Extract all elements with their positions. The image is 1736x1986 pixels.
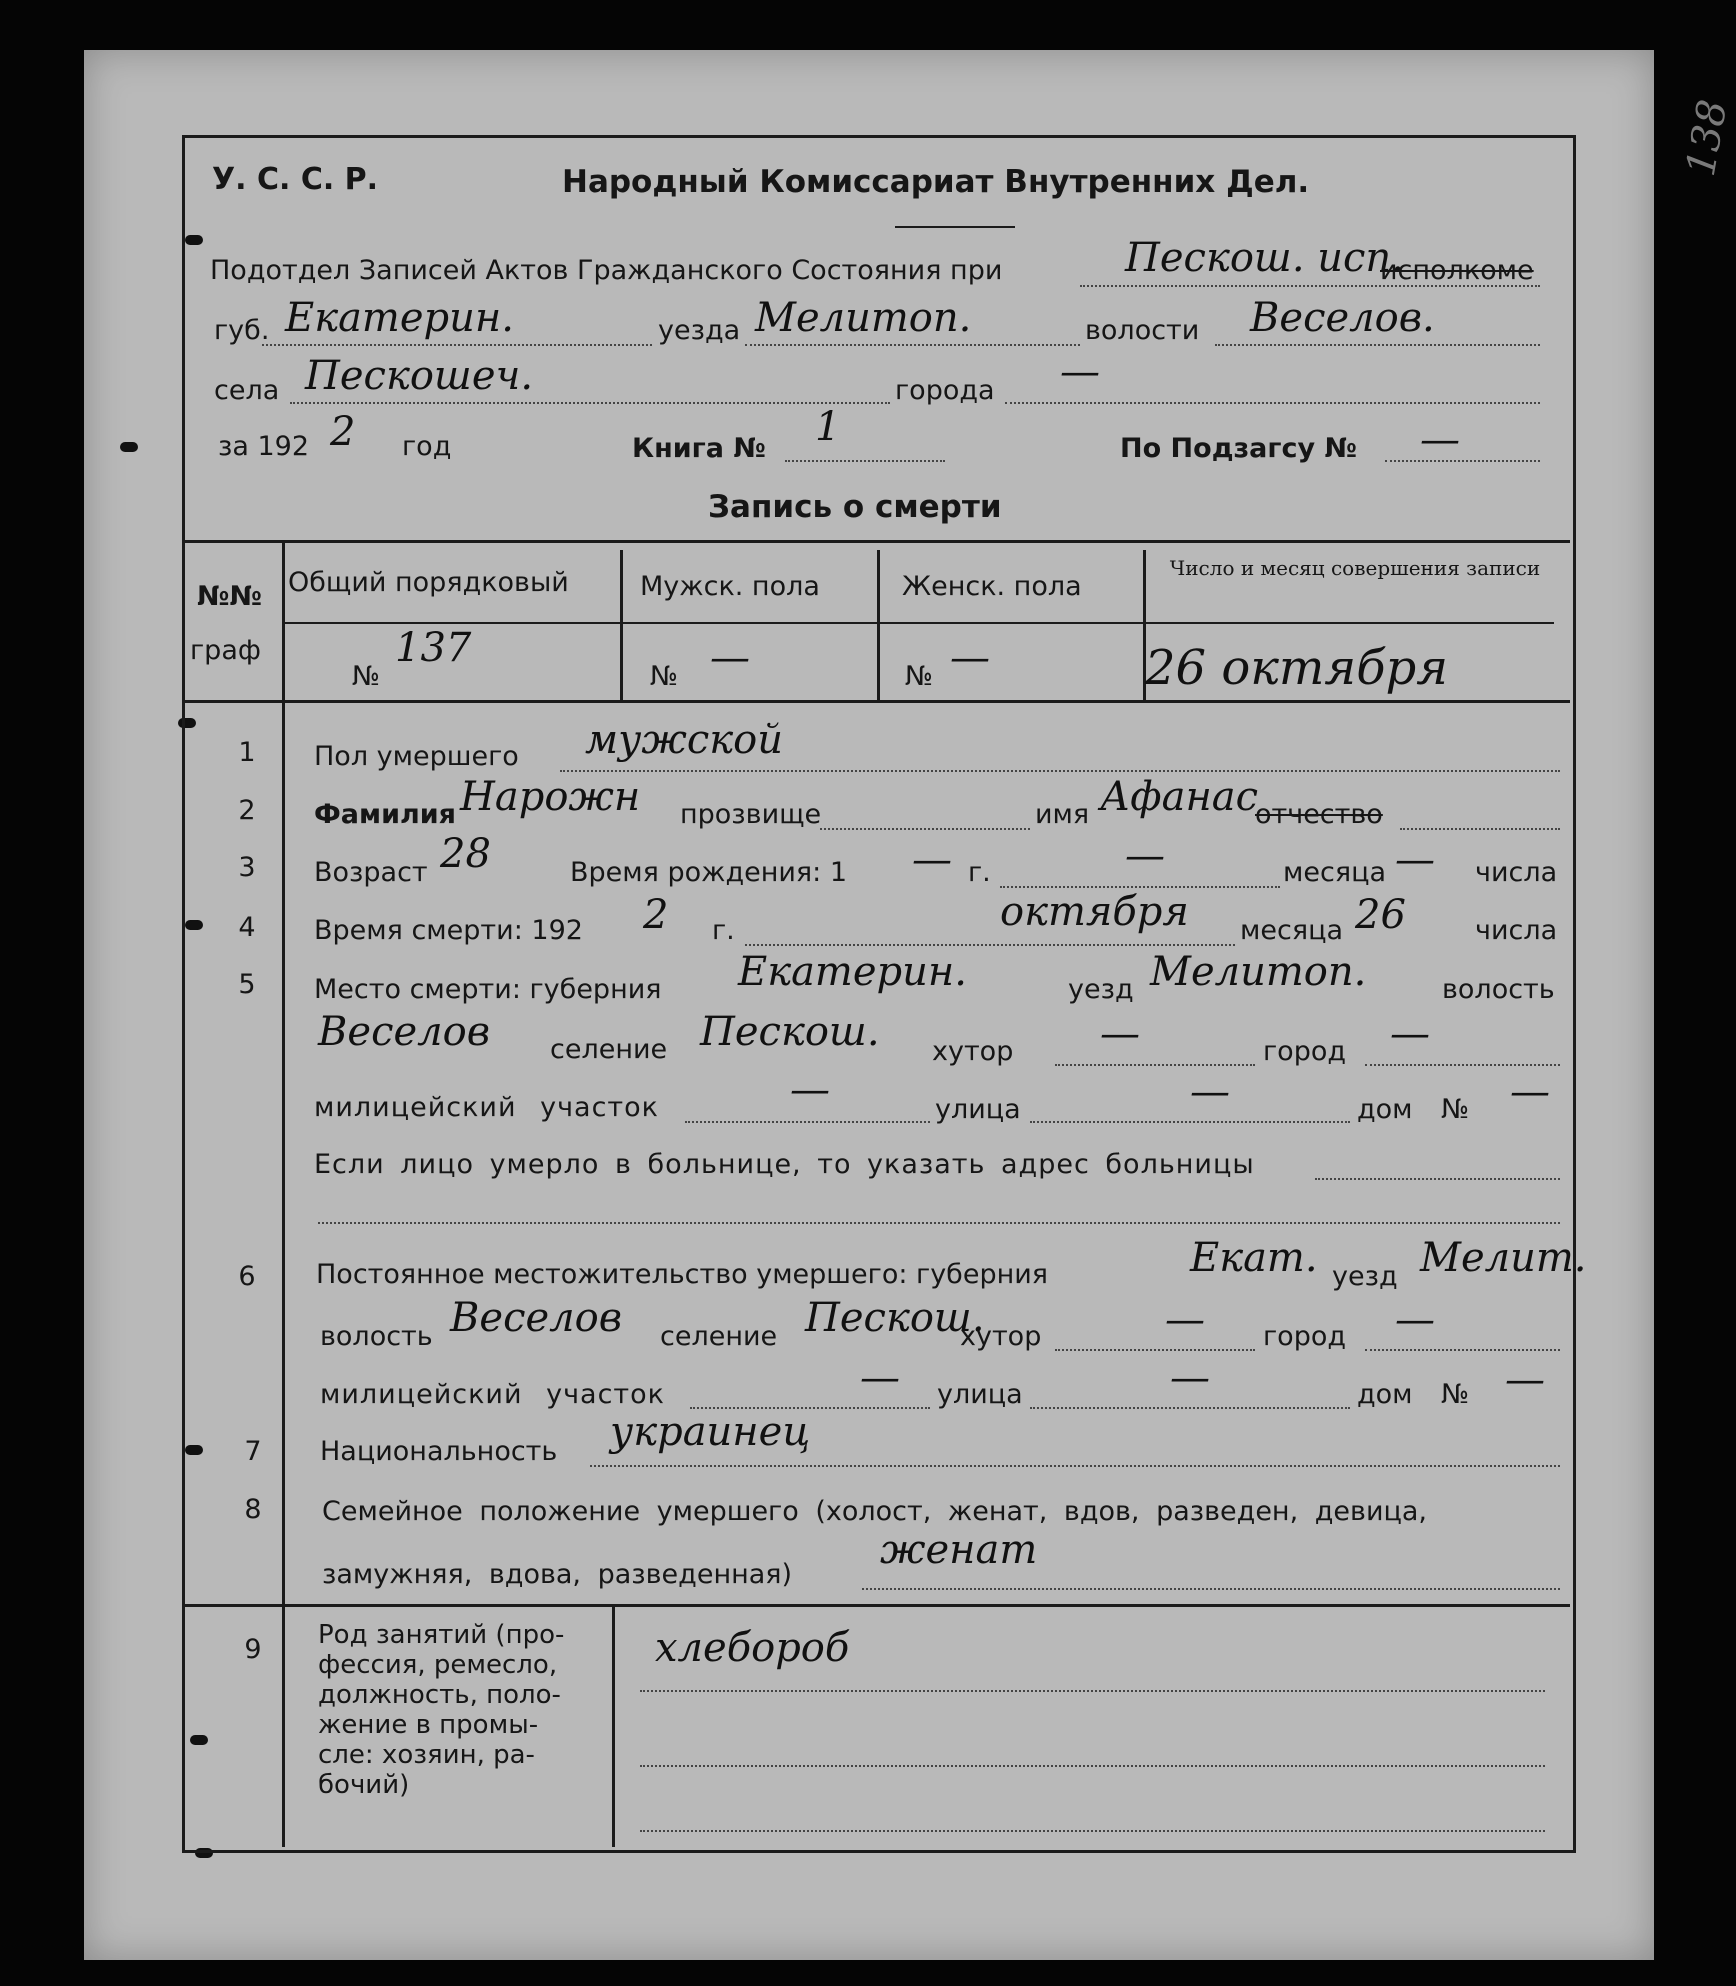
residence-uezd-label: уезд	[1332, 1261, 1398, 1292]
nickname-line	[820, 828, 1030, 830]
patronymic-line	[1400, 828, 1560, 830]
residence-street-line	[1030, 1407, 1350, 1409]
death-uezd-value: Мелитоп.	[1150, 949, 1367, 995]
volost-line	[1215, 344, 1540, 346]
death-militia-value: —	[790, 1067, 830, 1113]
death-house-label: дом №	[1357, 1094, 1470, 1125]
gub-line	[262, 344, 652, 346]
death-month-label: месяца	[1240, 915, 1343, 946]
title-divider	[895, 226, 1015, 228]
residence-militia-label: милицейский участок	[320, 1379, 665, 1410]
death-street-value: —	[1190, 1069, 1230, 1115]
birth-month-line	[1000, 886, 1280, 888]
surname-value: Нарожн	[460, 774, 641, 820]
sex-line	[560, 770, 1560, 772]
name-label: имя	[1035, 799, 1090, 830]
row-number: 5	[238, 969, 256, 1000]
page-number: 138	[1677, 96, 1736, 180]
occupation-label-line: жение в промы-	[318, 1710, 539, 1740]
gub-value: Екатерин.	[285, 295, 514, 341]
occupation-line-2	[640, 1765, 1545, 1767]
podzags-value: —	[1420, 417, 1460, 463]
occupation-line-3	[640, 1830, 1545, 1832]
row-number: 3	[238, 852, 256, 883]
occupation-line	[640, 1690, 1545, 1692]
death-militia-label: милицейский участок	[314, 1092, 659, 1123]
col-nn: №№	[197, 581, 262, 612]
republic-label: У. С. С. Р.	[212, 162, 379, 197]
occupation-label	[318, 1620, 603, 1800]
book-label: Книга №	[632, 433, 766, 464]
residence-militia-value: —	[860, 1355, 900, 1401]
hospital-label: Если лицо умерло в больнице, то указать адрес больницы	[314, 1149, 1255, 1180]
col-general: Общий порядковый	[288, 567, 569, 598]
birth-label: Время рождения: 1	[570, 857, 848, 888]
occupation-label-line: бочий)	[318, 1770, 410, 1800]
birth-year-value: —	[912, 837, 952, 883]
death-hutor-label: хутор	[932, 1036, 1014, 1067]
num-column-rule	[282, 540, 285, 1847]
death-gub-value: Екатерин.	[738, 949, 967, 995]
residence-street-value: —	[1170, 1355, 1210, 1401]
death-month-line	[745, 944, 1235, 946]
residence-gorod-label: город	[1263, 1321, 1347, 1352]
general-no-value: 137	[395, 625, 472, 671]
row-number: 6	[238, 1261, 256, 1292]
office-label: Подотдел Записей Актов Гражданского Состояния при	[210, 255, 1003, 286]
patronymic-label: отчество	[1255, 799, 1383, 830]
occupation-label-line: Род занятий (про-	[318, 1620, 565, 1650]
occupation-top-rule	[182, 1604, 1570, 1607]
marital-label: Семейное положение умершего (холост, женат, вдов, разведен, девица,	[322, 1496, 1427, 1527]
residence-gub-value: Екат.	[1190, 1235, 1318, 1281]
death-selenie-value: Пескош.	[700, 1009, 880, 1055]
gorod-label: города	[895, 375, 995, 406]
death-militia-line	[685, 1121, 930, 1123]
table-mid-rule	[284, 622, 1554, 624]
occupation-label-line: сле: хозяин, ра-	[318, 1740, 535, 1770]
name-value: Афанас	[1100, 774, 1259, 820]
death-street-line	[1030, 1121, 1350, 1123]
birth-day-label: числа	[1475, 857, 1558, 888]
hospital-line	[1315, 1178, 1560, 1180]
residence-label: Постоянное местожительство умершего: губерния	[316, 1259, 1049, 1290]
death-gorod-line	[1365, 1064, 1560, 1066]
occupation-col-rule	[612, 1604, 615, 1847]
sex-value: мужской	[585, 717, 783, 763]
selo-value: Пескошеч.	[305, 353, 534, 399]
death-hutor-line	[1055, 1064, 1255, 1066]
residence-hutor-line	[1055, 1349, 1255, 1351]
birth-g-label: г.	[968, 857, 991, 888]
selo-line	[290, 402, 890, 404]
sex-label: Пол умершего	[314, 741, 519, 772]
occupation-label-line: должность, поло-	[318, 1680, 561, 1710]
residence-gorod-value: —	[1395, 1297, 1435, 1343]
general-no-label: №	[352, 661, 381, 692]
residence-hutor-value: —	[1165, 1297, 1205, 1343]
year-suffix: год	[402, 431, 452, 462]
male-no-value: —	[710, 635, 750, 681]
marital-line	[862, 1588, 1560, 1590]
male-no-label: №	[650, 661, 679, 692]
death-month-value: октября	[1000, 889, 1189, 935]
table-bottom-rule	[182, 700, 1570, 703]
death-uezd-label: уезд	[1068, 974, 1134, 1005]
volost-value: Веселов.	[1250, 295, 1435, 341]
nickname-label: прозвище	[680, 799, 822, 830]
row-number: 2	[238, 795, 256, 826]
uezd-value: Мелитоп.	[755, 295, 972, 341]
death-day-value: 26	[1355, 892, 1406, 938]
birth-month-value: —	[1125, 833, 1165, 879]
surname-label: Фамилия	[314, 799, 457, 830]
residence-uezd-value: Мелит.	[1420, 1235, 1587, 1281]
gorod-line	[1005, 402, 1540, 404]
col-female: Женск. пола	[902, 571, 1082, 602]
uezd-line	[745, 344, 1080, 346]
col-male: Мужск. пола	[640, 571, 820, 602]
row-number: 4	[238, 912, 256, 943]
selo-label: села	[214, 375, 280, 406]
volost-label: волости	[1085, 315, 1200, 346]
office-suffix: исполкоме	[1380, 255, 1534, 286]
residence-volost-value: Веселов	[450, 1295, 622, 1341]
nationality-line	[590, 1465, 1560, 1467]
age-label: Возраст	[314, 857, 428, 888]
uezd-label: уезда	[658, 315, 741, 346]
death-year-value: 2	[643, 892, 669, 938]
date-value: 26 октября	[1145, 640, 1448, 696]
nationality-value: украинец	[610, 1409, 811, 1455]
birth-day-value: —	[1395, 837, 1435, 883]
death-gorod-label: город	[1263, 1036, 1347, 1067]
gub-label: губ.	[214, 315, 270, 346]
col-date: Число и месяц совершения записи	[1169, 556, 1541, 580]
occupation-value: хлебороб	[655, 1625, 850, 1671]
residence-volost-label: волость	[320, 1321, 433, 1352]
office-value: Пескош. исп.	[1125, 235, 1404, 281]
death-day-label: числа	[1475, 915, 1558, 946]
commissariat-title: Народный Комиссариат Внутренних Дел.	[562, 164, 1310, 200]
death-volost-value: Веселов	[318, 1009, 490, 1055]
death-volost-label: волость	[1442, 974, 1555, 1005]
binding-hole	[120, 442, 138, 452]
death-place-label: Место смерти: губерния	[314, 974, 662, 1005]
marital-label-2: замужняя, вдова, разведенная)	[322, 1559, 793, 1590]
marital-value: женат	[880, 1527, 1038, 1573]
female-no-value: —	[950, 635, 990, 681]
female-no-label: №	[905, 661, 934, 692]
death-gorod-value: —	[1390, 1011, 1430, 1057]
year-label: за 192	[218, 431, 310, 462]
residence-house-value: —	[1505, 1357, 1545, 1403]
death-street-label: улица	[935, 1094, 1021, 1125]
occupation-label-line: фессия, ремесло,	[318, 1650, 558, 1680]
death-g-label: г.	[712, 915, 735, 946]
death-selenie-label: селение	[550, 1034, 668, 1065]
row-number: 7	[244, 1436, 262, 1467]
residence-house-label: дом №	[1357, 1379, 1470, 1410]
book-line	[785, 460, 945, 462]
row-number: 9	[244, 1634, 262, 1665]
hospital-line-2	[318, 1222, 1560, 1224]
death-house-value: —	[1510, 1069, 1550, 1115]
col-graf: граф	[190, 635, 261, 666]
office-line	[1080, 285, 1540, 287]
birth-month-label: месяца	[1283, 857, 1386, 888]
death-hutor-value: —	[1100, 1011, 1140, 1057]
row-number: 8	[244, 1494, 262, 1525]
residence-gorod-line	[1365, 1349, 1560, 1351]
age-value: 28	[440, 831, 491, 877]
podzags-line	[1385, 460, 1540, 462]
residence-selenie-value: Пескош.	[805, 1295, 985, 1341]
col-rule	[620, 550, 623, 702]
table-top-rule	[182, 540, 1570, 543]
record-title: Запись о смерти	[708, 489, 1002, 525]
death-time-label: Время смерти: 192	[314, 915, 583, 946]
podzags-label: По Подзагсу №	[1120, 433, 1358, 464]
nationality-label: Национальность	[320, 1436, 558, 1467]
col-rule	[877, 550, 880, 702]
year-value: 2	[330, 409, 356, 455]
residence-hutor-label: хутор	[960, 1321, 1042, 1352]
residence-street-label: улица	[937, 1379, 1023, 1410]
gorod-value: —	[1060, 349, 1100, 395]
book-value: 1	[815, 404, 841, 450]
row-number: 1	[238, 737, 256, 768]
residence-selenie-label: селение	[660, 1321, 778, 1352]
